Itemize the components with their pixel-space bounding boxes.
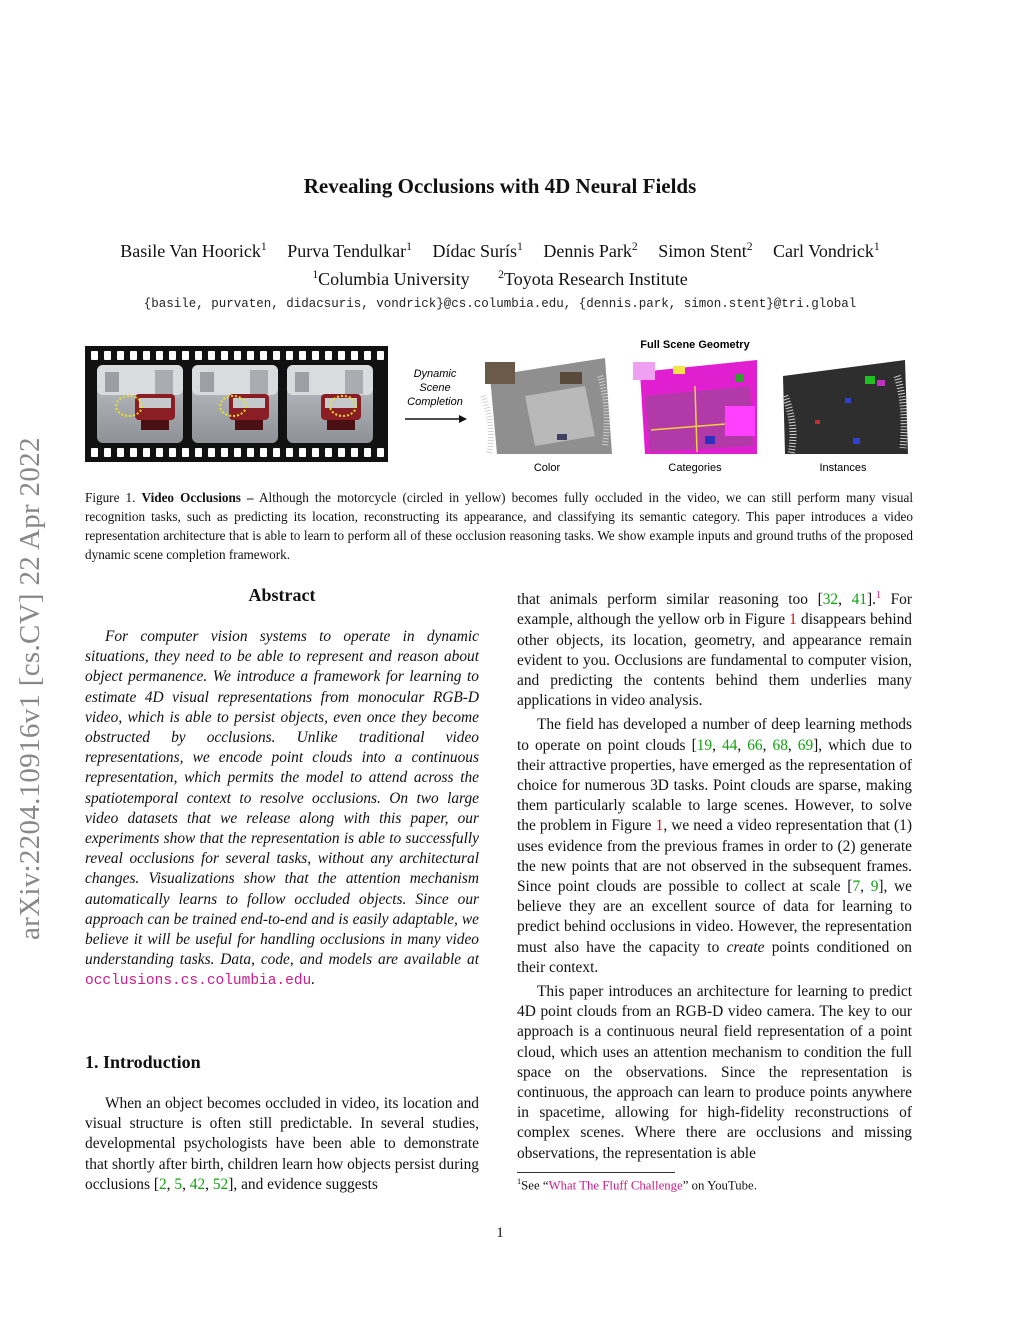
footnote: $^1$See “What The Fluff Challenge” on YouTube.	[517, 1177, 757, 1193]
video-frame	[97, 365, 183, 443]
right-column: that animals perform similar reasoning too [32, 41].$^1$ For example, although the yellow orb in Figure 1 disappears behind other objects, its location, geometry, and appearance remain evident to you. Occlusions are fundamental to computer vision, and predicting the contents behind them underlies many applications in video analysis. The field has developed a number of deep learning methods to operate on point clouds [19, 44, 66, 68, 69], which due to their attractive properties, have emerged as the representation of choice for numerous 3D tasks. Point clouds are sparse, making them particularly scalable to large scenes. However, to solve the problem in Figure 1, we need a video representation that (1) uses evidence from the previous frames in order to (2) generate the new points that are not observed in the subsequent frames. Since point clouds are possible to collect at scale [7, 9], we believe they are an excellent source of data for learning to predict behind occlusions in video. However, the representation must also have the capacity to create points conditioned on their context. This paper introduces an architecture for learning to predict 4D point clouds from an RGB-D video camera. The key to our approach is a continuous neural field representation of a point cloud, which uses an attention mechanism to condition the full space on the observations. Since the representation is continuous, the approach can learn to produce points anywhere in spacetime, allowing for high-fidelity reconstructions of complex scenes. Where there are occlusions and missing observations, the representation is able	[517, 590, 912, 1162]
footnote-rule	[517, 1172, 675, 1173]
citation[interactable]: 42	[189, 1175, 206, 1193]
figure-ref[interactable]: 1	[789, 611, 797, 629]
project-link[interactable]: occlusions.cs.columbia.edu	[85, 973, 312, 990]
citation[interactable]: 66	[747, 736, 763, 754]
svg-text:Completion: Completion	[407, 396, 463, 408]
video-frame	[287, 365, 373, 443]
figure-caption: Figure 1. Video Occlusions – Although the motorcycle (circled in yellow) becomes fully occluded in the video, we can still perform many visual recognition tasks, such as predicting its location, reconstructing its appearance, and classifying its semantic category. This paper introduces a video representation architecture that is able to learn to perform all of these occlusion reasoning tasks. We show example inputs and ground truths of the proposed dynamic scene completion framework.	[85, 490, 914, 562]
affiliation: $^1$Columbia University	[312, 268, 470, 289]
abstract-heading: Abstract	[248, 585, 316, 605]
svg-text:Scene: Scene	[419, 382, 451, 394]
citation[interactable]: 9	[870, 877, 879, 895]
figure-1	[85, 336, 915, 478]
arrow-right-icon	[405, 415, 467, 423]
author-list	[0, 240, 1000, 262]
citation[interactable]: 69	[797, 736, 814, 754]
citation[interactable]: 19	[696, 736, 713, 754]
author: Basile Van Hoorick$^1$	[120, 240, 267, 261]
author: Simon Stent$^2$	[658, 240, 753, 261]
video-frame	[192, 365, 278, 443]
page-number: 1	[496, 1225, 504, 1241]
citation[interactable]: 41	[851, 591, 867, 609]
citation[interactable]: 5	[174, 1175, 183, 1193]
citation[interactable]: 7	[852, 877, 861, 895]
affiliation-list	[0, 268, 1000, 290]
panel-instances	[778, 357, 908, 455]
panel-label: Color	[533, 462, 561, 474]
section-heading: 1. Introduction	[85, 1052, 201, 1072]
citation[interactable]: 32	[822, 591, 839, 609]
author: Dennis Park$^2$	[543, 240, 638, 261]
arxiv-stamp: arXiv:2204.10916v1 [cs.CV] 22 Apr 2022	[14, 437, 46, 940]
citation[interactable]: 44	[721, 736, 738, 754]
panel-label: Instances	[819, 462, 867, 474]
author-emails: {basile, purvaten, didacsuris, vondrick}@cs.columbia.edu, {dennis.park, simon.stent}@tri.global	[143, 297, 857, 311]
citation[interactable]: 2	[158, 1175, 167, 1193]
author: Purva Tendulkar$^1$	[287, 240, 412, 261]
geometry-title: Full Scene Geometry	[640, 339, 750, 351]
paper-title: Revealing Occlusions with 4D Neural Fields	[303, 174, 697, 198]
figure-ref[interactable]: 1	[655, 817, 664, 835]
film-strip	[85, 346, 388, 462]
author: Dídac Surís$^1$	[432, 240, 523, 261]
author: Carl Vondrick$^1$	[773, 240, 880, 261]
panel-color	[482, 357, 612, 455]
footnote-ref[interactable]: 1	[875, 590, 881, 601]
footnote-link[interactable]: What The Fluff Challenge	[548, 1178, 683, 1193]
citation[interactable]: 52	[212, 1175, 229, 1193]
citation[interactable]: 68	[772, 736, 788, 754]
abstract-body: For computer vision systems to operate in dynamic situations, they need to be able to represent and reason about object permanence. We introduce a framework for learning to estimate 4D visual representations from monocular RGB-D video, which is able to persist objects, even once they become obstructed by occlusions. Unlike traditional video representations, we encode point clouds into a continuous representation, which permits the model to attend across the spatiotemporal context to resolve occlusions. On two large video datasets that we release along with this paper, our experiments show that the representation is able to successfully reveal occlusions for several tasks, without any architectural changes. Visualizations show that the attention mechanism automatically learns to follow occluded objects. Since our approach can be trained end-to-end and is easily adaptable, we believe it will be useful for handling occlusions in many video understanding tasks. Data, code, and models are available at occlusions.cs.columbia.edu.	[85, 628, 479, 990]
affiliation: $^2$Toyota Research Institute	[498, 268, 688, 289]
arrow-label	[407, 368, 463, 408]
panel-label: Categories	[668, 462, 722, 474]
panel-categories	[630, 357, 760, 455]
svg-text:Dynamic: Dynamic	[413, 368, 457, 380]
intro-body: When an object becomes occluded in video, its location and visual structure is often still predictable. In several studies, developmental psychologists have been able to demonstrate that shortly after birth, children learn how objects persist during occlusions [2, 5, 42, 52], and evidence suggests	[85, 1095, 479, 1193]
